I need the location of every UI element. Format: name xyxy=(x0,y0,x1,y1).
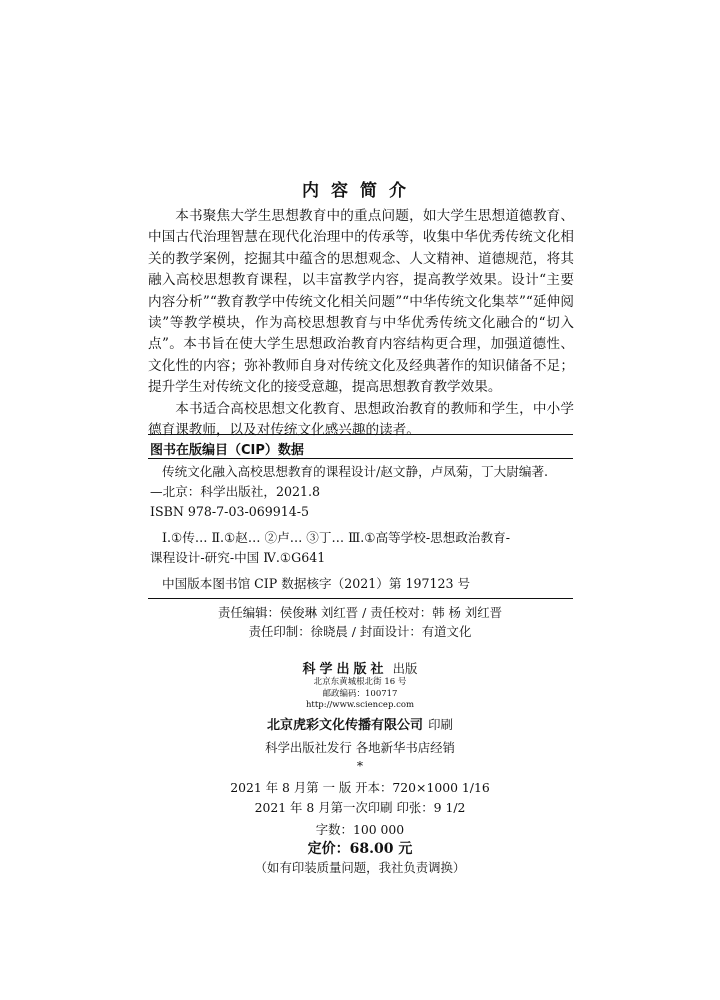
publisher-suffix: 出版 xyxy=(392,661,418,676)
printer-line xyxy=(0,714,720,733)
cip-line-2: —北京：科学出版社，2021.8 xyxy=(150,484,321,499)
credit-editors: 责任编辑：侯俊琳 刘红晋 / 责任校对：韩 杨 刘红晋 xyxy=(217,605,503,620)
cip-line-3: ISBN 978-7-03-069914-5 xyxy=(150,504,310,519)
intro-paragraph-2: 本书适合高校思想文化教育、思想政治教育的教师和学生，中小学德育课教师，以及对传统文化感兴趣的读者。 xyxy=(148,400,574,439)
printing-line: 2021 年 8 月第一次印刷 印张：9 1/2 xyxy=(254,800,466,815)
cip-cataloging-number: 中国版本图书馆 CIP 数据核字（2021）第 197123 号 xyxy=(162,576,471,591)
credit-production: 责任印制：徐晓晨 / 封面设计：有道文化 xyxy=(248,624,472,639)
cip-line-4: Ⅰ.①传… Ⅱ.①赵… ②卢… ③丁… Ⅲ.①高等学校-思想政治教育- xyxy=(162,530,510,545)
cip-bottom-rule xyxy=(148,598,573,599)
publisher-postcode: 邮政编码：100717 xyxy=(322,689,398,699)
publisher-website: http://www.sciencep.com xyxy=(305,700,415,710)
publisher-line xyxy=(0,658,720,677)
cip-line-5: 课程设计-研究-中国 Ⅳ.①G641 xyxy=(150,550,326,565)
cip-top-rule xyxy=(148,434,573,435)
intro-paragraph-1: 本书聚焦大学生思想教育中的重点问题，如大学生思想道德教育、中国古代治理智慧在现代化治理中的传承等，收集中华优秀传统文化相关的教学案例，挖掘其中蕴含的思想观念、人文精神、道德规范，将其融入高校思想教育课程，以丰富教学内容，提高教学效果。设计“主要内容分析”“教育教学中传统文化相关问题”“中华传统文化集萃”“延伸阅读”等教学模块，作为高校思想教育与中华优秀传统文化融合的“切入点”。本书旨在使大学生思想政治教育内容结构更合理，加强道德性、文化性的内容；弥补教师自身对传统文化及经典著作的知识储备不足；提升学生对传统文化的接受意趣，提高思想教育教学效果。 xyxy=(148,208,574,396)
edition-line: 2021 年 8 月第 一 版 开本：720×1000 1/16 xyxy=(230,780,490,795)
printer-suffix: 印刷 xyxy=(428,717,453,732)
cip-line-1: 传统文化融入高校思想教育的课程设计/赵文静，卢凤菊，丁大尉编著. xyxy=(162,464,549,479)
intro-title: 内容简介 xyxy=(302,181,418,201)
publisher-name: 科学出版社 xyxy=(302,662,388,677)
printer-name: 北京虎彩文化传播有限公司 xyxy=(267,718,424,733)
publisher-address: 北京东黄城根北街 16 号 xyxy=(313,677,407,687)
distribution-line: 科学出版社发行 各地新华书店经销 xyxy=(265,740,455,755)
quality-notice: （如有印装质量问题，我社负责调换） xyxy=(254,860,466,875)
price: 定价：68.00 元 xyxy=(307,841,413,857)
separator-star: * xyxy=(356,758,364,773)
cip-heading-rule xyxy=(148,458,573,459)
word-count: 字数：100 000 xyxy=(315,822,405,837)
intro-body xyxy=(148,206,574,441)
cip-heading: 图书在版编目（CIP）数据 xyxy=(150,443,304,458)
